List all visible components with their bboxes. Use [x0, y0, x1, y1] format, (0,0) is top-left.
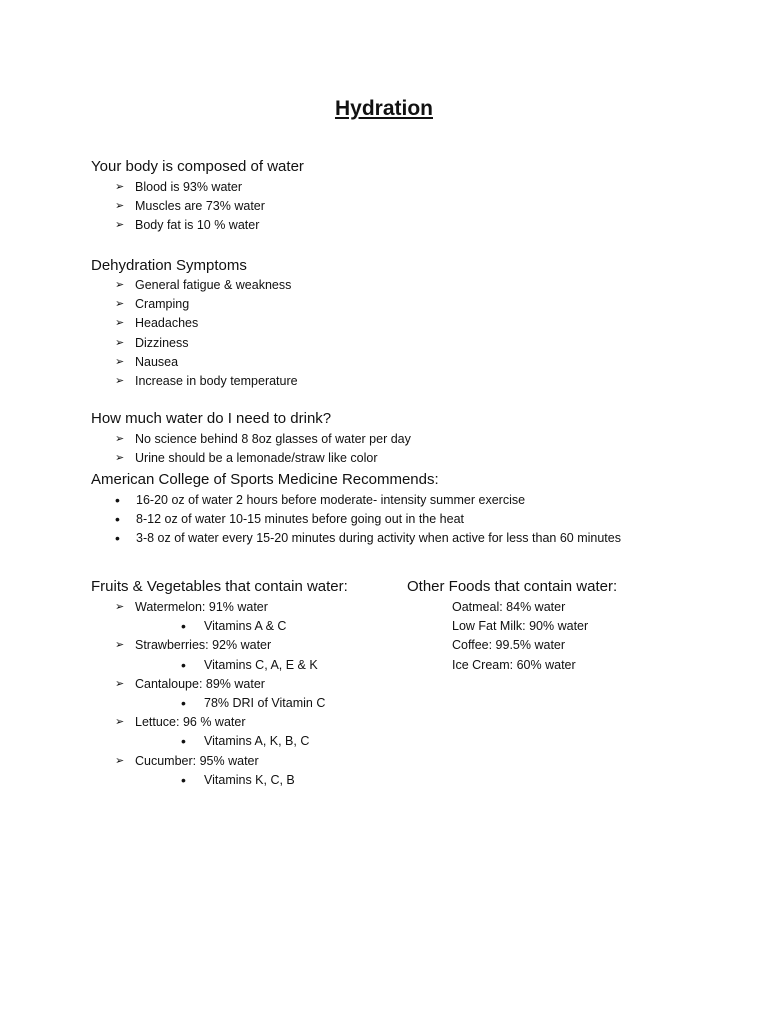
acsm-recommendations-list: [91, 491, 621, 549]
bullet-dot-icon: •: [181, 733, 186, 750]
list-item: Oatmeal: 84% water: [452, 600, 566, 614]
list-item: Coffee: 99.5% water: [452, 638, 566, 653]
section-heading-fruits-vegetables: Fruits & Vegetables that contain water:: [91, 578, 348, 595]
arrow-bullet-icon: ➢: [115, 374, 125, 387]
arrow-bullet-icon: ➢: [115, 279, 125, 291]
arrow-bullet-icon: ➢: [115, 298, 125, 311]
list-item: ➢ Nausea: [91, 353, 298, 372]
list-item: ➢ Lettuce: 96 % water: [91, 713, 325, 732]
fruits-vegetables-list: [91, 598, 325, 790]
list-item: ➢ Urine should be a lemonade/straw like color: [91, 449, 411, 468]
arrow-bullet-icon: ➢: [115, 639, 125, 652]
list-item: ➢ Body fat is 10 % water: [91, 216, 265, 235]
list-subitem: • Vitamins A & C: [91, 617, 325, 636]
list-subitem: • Vitamins A, K, B, C: [91, 732, 325, 751]
list-item: ➢ Muscles are 73% water: [91, 197, 265, 216]
list-item: ➢ Dizziness: [91, 334, 298, 353]
bullet-dot-icon: •: [115, 530, 120, 547]
bullet-dot-icon: •: [115, 511, 120, 528]
arrow-bullet-icon: ➢: [115, 716, 125, 729]
list-item: ➢ Cantaloupe: 89% water: [91, 675, 325, 694]
arrow-bullet-icon: ➢: [115, 433, 125, 445]
list-item: ➢ Cramping: [91, 295, 298, 314]
page-title: Hydration: [334, 97, 433, 120]
list-item: Low Fat Milk: 90% water: [452, 619, 589, 634]
body-composition-list: [91, 178, 265, 236]
arrow-bullet-icon: ➢: [115, 601, 125, 613]
bullet-dot-icon: •: [181, 618, 186, 635]
section-heading-dehydration-symptoms: Dehydration Symptoms: [91, 257, 247, 274]
bullet-dot-icon: •: [181, 771, 186, 788]
list-subitem: • Vitamins C, A, E & K: [91, 656, 325, 675]
arrow-bullet-icon: ➢: [115, 355, 125, 368]
dehydration-symptoms-list: [91, 276, 298, 391]
arrow-bullet-icon: ➢: [115, 200, 125, 213]
other-foods-list: [452, 598, 588, 675]
list-item: • 3-8 oz of water every 15-20 minutes during activity when active for less than 60 minutes: [91, 529, 621, 548]
section-heading-other-foods: Other Foods that contain water:: [407, 578, 618, 595]
water-intake-list: [91, 430, 411, 468]
arrow-bullet-icon: ➢: [115, 754, 125, 767]
list-item: ➢ Strawberries: 92% water: [91, 636, 325, 655]
list-item: • 16-20 oz of water 2 hours before moderate- intensity summer exercise: [91, 491, 621, 510]
list-item: ➢ General fatigue & weakness: [91, 276, 298, 295]
list-item: ➢ Cucumber: 95% water: [91, 752, 325, 771]
list-item: • 8-12 oz of water 10-15 minutes before going out in the heat: [91, 510, 621, 529]
arrow-bullet-icon: ➢: [115, 317, 125, 330]
list-item: ➢ Blood is 93% water: [91, 178, 265, 197]
arrow-bullet-icon: ➢: [115, 181, 125, 193]
section-heading-water-intake: How much water do I need to drink?: [91, 410, 332, 427]
arrow-bullet-icon: ➢: [115, 219, 125, 232]
arrow-bullet-icon: ➢: [115, 452, 125, 465]
bullet-dot-icon: •: [115, 492, 120, 508]
bullet-dot-icon: •: [181, 656, 186, 673]
list-subitem: • Vitamins K, C, B: [91, 771, 325, 790]
bullet-dot-icon: •: [181, 694, 186, 711]
section-heading-body-composition: Your body is composed of water: [91, 158, 304, 175]
arrow-bullet-icon: ➢: [115, 336, 125, 349]
list-item: ➢ No science behind 8 8oz glasses of water per day: [91, 430, 411, 449]
list-item: ➢ Watermelon: 91% water: [91, 598, 325, 617]
list-subitem: • 78% DRI of Vitamin C: [91, 694, 325, 713]
list-item: ➢ Headaches: [91, 314, 298, 333]
arrow-bullet-icon: ➢: [115, 677, 125, 690]
list-item: ➢ Increase in body temperature: [91, 372, 298, 391]
list-item: Ice Cream: 60% water: [452, 657, 576, 672]
section-heading-acsm-recommendations: American College of Sports Medicine Recommends:: [91, 471, 439, 488]
